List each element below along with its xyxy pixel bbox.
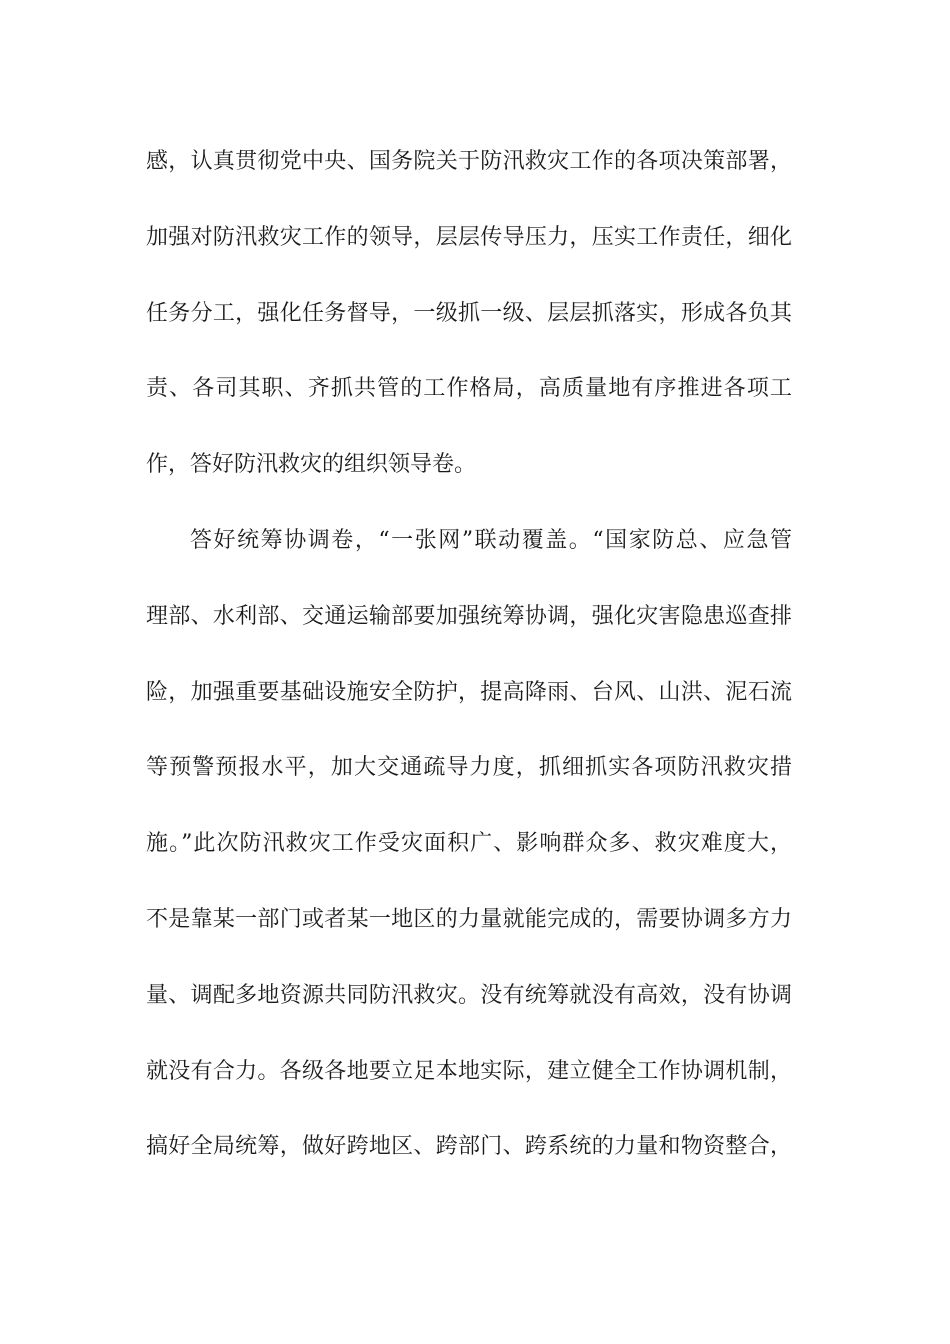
text-line-10: 施。”此次防汛救灾工作受灾面积广、影响群众多、救灾难度大，	[146, 831, 792, 857]
text-line-2: 加强对防汛救灾工作的领导，层层传导压力，压实工作责任，细化	[146, 224, 792, 250]
text-line-5: 作，答好防汛救灾的组织领导卷。	[146, 452, 477, 478]
text-line-1: 感，认真贯彻党中央、国务院关于防汛救灾工作的各项决策部署，	[146, 149, 792, 174]
text-line-8: 险，加强重要基础设施安全防护，提高降雨、台风、山洪、泥石流	[146, 679, 792, 705]
body-text	[146, 124, 792, 1185]
text-line-14: 搞好全局统筹，做好跨地区、跨部门、跨系统的力量和物资整合，	[146, 1134, 792, 1160]
text-line-11: 不是靠某一部门或者某一地区的力量就能完成的，需要协调多方力	[146, 906, 792, 932]
text-line-7: 理部、水利部、交通运输部要加强统筹协调，强化灾害隐患巡查排	[146, 603, 792, 629]
text-line-9: 等预警预报水平，加大交通疏导力度，抓细抓实各项防汛救灾措	[146, 755, 792, 781]
text-line-6: 答好统筹协调卷，“一张网”联动覆盖。“国家防总、应急管	[190, 527, 792, 553]
text-line-12: 量、调配多地资源共同防汛救灾。没有统筹就没有高效，没有协调	[146, 982, 792, 1008]
text-line-3: 任务分工，强化任务督导，一级抓一级、层层抓落实，形成各负其	[146, 300, 792, 326]
text-line-4: 责、各司其职、齐抓共管的工作格局，高质量地有序推进各项工	[146, 376, 792, 402]
text-line-13: 就没有合力。各级各地要立足本地实际，建立健全工作协调机制，	[146, 1058, 792, 1084]
